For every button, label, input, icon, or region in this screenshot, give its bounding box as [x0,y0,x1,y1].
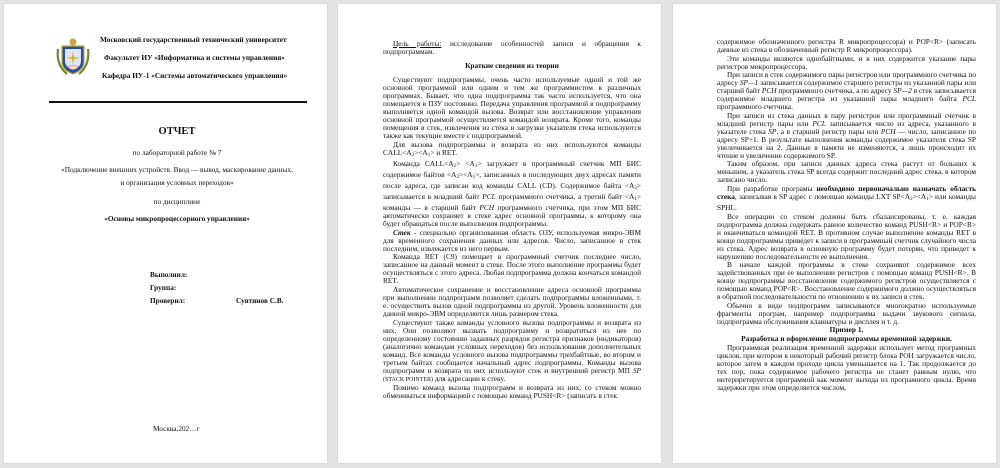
section-heading [383,62,641,70]
paragraph [717,213,976,261]
paragraph [717,160,976,184]
paragraph [383,160,641,228]
text-run: Обычно в виде подпрограмм записываются многократно используемые фрагменты програм, например подпрограмма выдачи звукового сигнала, подпрограмма обслуживания клавиатуры и дисплея и т. д. [717,300,976,326]
paragraph [383,286,641,318]
text-run: >, записанных в последующих двух адресах памяти после адреса, где записан код команды CALL (CD). Содержимое байта <A [383,170,641,191]
text-run: записывается содержимое старшего регистра из указанной пары или старший байт [717,78,977,96]
text-run: Существуют подпрограммы, очень часто используемые одной и той же основной программой или одним и тем же программистом в различных программах. Бывает, что одна подпрограмма так часто используется, что она помещается в ПЗУ постоянно. Передача управления программой в подпрограмму выполняется одной командой вызова. Возврат или восстановление управления основной программой осуществляется командой возврата. Кроме того, команды помещения в стек, извлечения из стека и загрузки указателя стека используются также как текущие вместе с подпрограммой. [383,75,641,140]
discipline-name: «Основы микропроцессорного управления» [104,214,250,223]
text-run: Разработка и оформление подпрограммы временной задержки. [741,333,952,343]
text-run: SP—2 [893,86,912,96]
text-run: программного счетчика, при этом МП БИС автоматически сохраняет в стеке адрес основной программы, к которому она будет обращаться после выполнения подпрограммы. [383,203,641,229]
text-run: 1 [427,152,431,158]
text-run: Таким образом, при записи данных адреса стека растут от больших к меньшим, а указатель стека SP всегда содержит последний адрес стека, в котором записано число. [717,159,976,185]
paragraph [717,185,976,212]
city-year: Москва,202…г [153,424,200,433]
text-run: ><A [414,147,428,157]
text-run: Существуют также команды условного вызова подпрограммы и возврата из них. Они позволяют вызвать подпрограмму и возвратиться из нее по определенному состоянию заданных разрядов регистра признаков (индикаторов) (аналогично командам условных переходов) без использования дополнительных команд. Все команды условного вызова подпрограммы трехбайтные, во втором и третьем байтах сообщается начальный адрес подпрограммы. Команды вызова подпрограмм и возврата из них используют стек и внутренний регистр МП [383,317,641,375]
text-run: записывается число из адреса, указанного в указателе стека [717,118,976,136]
text-run: Помимо команд вызова подпрограмм и возврата из них, со стеком можно обмениваться информацией с помощью команд PUSH<R> (записать в стек [383,383,641,401]
text-run: > или команды SPHL. [717,191,976,212]
university-name: Московский государственный технический университет [100,35,287,44]
text-run: > записывается в младший байт [383,181,641,202]
text-run: Цель работы: [393,39,442,48]
text-run: Краткие сведения из теории [465,61,559,70]
text-run: 2 [411,152,415,158]
page-body [717,38,976,392]
text-run: ><A [912,191,927,201]
text-run: 1 [634,197,637,203]
text-run: программного счетчика, а по адресу [776,86,894,96]
paragraph [717,344,976,392]
paragraph [717,302,976,326]
text-run: При разработке програмы [727,183,817,193]
checked-label: Проверил: [150,296,186,305]
text-run: PCL [812,118,826,128]
text-run: 1 [474,164,478,170]
paragraph [383,141,641,160]
text-run: Пример 1. [829,325,864,335]
text-run: При записи в стек содержимого пары регистров или программного счетчика по адресу [717,70,976,88]
text-run: SP [768,126,777,136]
header-divider [49,101,307,103]
paragraph [383,253,641,285]
text-run: 1 [472,175,476,181]
text-run: ><A [458,170,473,180]
text-run: Эти команды являются однобайтными, и в них содержится указание пары регистров микропроцессора. [717,53,976,71]
text-run: В начале каждой программы в стеке сохраняют содержимое всех задействованных при ее выполнении регистров с помощью команд PUSH<R>. В конце подпрограммы восстановление содержимого регистров осуществляется с помощью команд POP<R>. Восстановление содержимого должно осуществляться в обратной последовательности по отношению к их записи в стек. [717,260,976,302]
text-run: (STACK POINTER) [383,376,434,383]
topic-line-2: и организация условных переходов» [120,178,234,187]
discipline-label: по дисциплине [153,197,201,206]
text-run: программного счетчика, а третий байт <A [495,192,635,202]
text-run: 2 [456,175,459,181]
text-run: 1 [926,196,929,202]
text-run: Команда RET (C9) помещает в программный счетчик последнее число, записанное на данный момент в стеке. После этого выполнение программы будет осуществляться с этого адреса. Любая подпрограмма должна кончаться командой RET. [383,252,641,286]
theory-page-2 [673,4,996,463]
text-run: PCH [761,86,777,96]
text-run: Программная реализация временной задержки использует метод програмных циклов, при котором в некоторый рабочий регистр блока РОН загружается число, которое затем в каждом проходе цикла уменьшается на 1. Так продолжается до тех пор, пока содержимое рабочего регистра не станет равным нулю, что интерпретируется программой как момент выхода из програмного цикла. Время задержки при этом определяется числом, [717,342,976,392]
paragraph [383,384,641,400]
text-run: программного счетчика. [717,102,793,112]
checker-name: Суятинов С.В. [236,296,284,305]
text-run: PCL [482,192,496,202]
text-run: Автоматическое сохранение и восстановление адреса основной программы при выполнении подпрограмм позволяет сделать подпрограммы вложенными, т. е. осуществить вызов одной подпрограммы из другой. Уровень вложенности для данной микро-ЭВМ определяется лишь размером стека. [383,284,641,318]
page-body [383,40,641,401]
text-run: в стек записывается содержимое младшего регистра из указанной пары младшего байта [717,86,977,104]
text-run: для адресации к стеку. [433,373,506,383]
text-run: PCL [962,94,976,104]
paragraph [717,261,976,301]
paragraph [383,319,641,384]
text-run: > и RET. [430,147,458,157]
paragraph [717,38,976,54]
university-logo-emblem [55,37,91,77]
title-page [4,4,327,463]
faculty-name: Факультет ИУ «Информатика и системы управления» [104,53,285,62]
text-run: - специально организованная область ОЗУ, используемая микро-ЭВМ для временного сохранения данных или адресов. Число, записанное в стек последним, извлекается из него первым. [383,227,641,253]
text-run: > команды — в старший байт [383,192,641,213]
text-run: исследование особенностей записи и обращения к подпрограммам. [383,39,641,56]
text-run: Все операции со стеком должны быть сбалансированы, т. е. каждая подпрограмма должна содержать равное количество команд PUSH<R> и POP<R> и оканчиваться командой RET. В противном случае выполнение команды RET в конце подпрограммы приведет к записи в программный счетчик случайного числа из стека. Адрес возврата в основную программу будет потерян, что приведет к нарушению последовательности ее выполнения. [717,211,976,261]
theory-page-1 [338,4,661,463]
text-run: > загружает в программный счетчик МП БИС содержимое байтов <A [383,159,641,180]
text-run: необходимо первоначально назначать область стека [717,183,977,201]
text-run: PCH [880,126,896,136]
text-run: содержимое обозначенного регистра R микропроцессора) и POP<R> (записать данные из стека в обозначенный регистр R микропроцессора). [717,37,976,54]
text-run: Стек [393,227,411,237]
text-run: > <A [456,159,475,169]
text-run: SP [632,365,641,375]
text-run: , записывая в SP адрес с помощью команды LXT SP<A [734,191,911,201]
paragraph [383,40,641,56]
text-run: 2 [634,186,637,192]
paragraph [383,76,641,140]
text-run: Для вызова подпрограммы и возврата из них используются команды CALL<A [383,139,641,157]
paragraph [717,112,976,160]
department-name: Кафедра ИУ-1 «Системы автоматического управления» [102,71,288,80]
text-run: 2 [453,164,457,170]
lab-number: по лабораторной работе № 7 [132,148,222,157]
text-run: — число, записанное по адресу SP+1. В результате выполнения команды содержимое указателя стека SP увеличивается на 2. Данные в памяти не изменяются, а лишь происходит их чтение и увеличение содержимого SP. [717,126,977,160]
paragraph [383,229,641,253]
topic-line-1: «Подключение внешних устройств. Ввод — вывод, маскирование данных, [61,165,293,174]
paragraph [717,71,976,111]
group-label: Группа: [150,283,177,292]
text-run: Команда CALL<A [393,159,454,169]
text-run: 2 [910,196,913,202]
report-title: ОТЧЕТ [158,126,196,137]
paragraph [717,55,976,71]
text-run: При записи из стека данных в пару регистров или программный счетчик в младший регистр пары или [717,110,976,128]
text-run: PCH [479,203,495,213]
performed-label: Выполнил: [150,270,188,279]
text-run: , а в старший регистр пары или [776,126,881,136]
text-run: SP—1 [739,78,759,88]
